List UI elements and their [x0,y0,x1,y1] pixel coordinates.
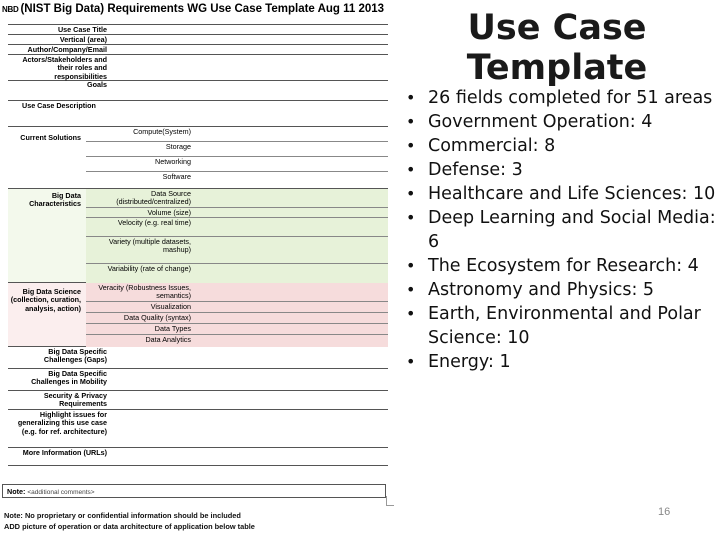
label-goals: Goals [87,80,107,89]
note-comment: <additional comments> [27,489,95,496]
label-storage: Storage [165,142,191,151]
label-velocity: Velocity (e.g. real time) [86,218,194,236]
row-author [8,45,388,55]
label-use-case-title: Use Case Title [57,25,107,34]
bullet-item [400,86,718,110]
row-more-information [8,448,388,466]
label-big-data-science: Big Data Science (collection, curation, analysis, action) [10,287,81,313]
bullet-text: • Government Operation: 4 [428,112,653,132]
label-generalizing: Highlight issues for generalizing this use case (e.g. for ref. architecture) [17,410,107,436]
label-compute: Compute(System) [133,127,191,136]
sub-visualization [86,302,388,313]
bullet-item [400,278,718,302]
template-header [2,2,384,16]
label-variability: Variability (rate of change) [86,264,194,283]
sub-variety [86,237,388,264]
label-security-privacy: Security & Privacy Requirements [43,391,107,409]
label-veracity: Veracity (Robustness Issues, semantics) [86,283,194,301]
row-use-case-title [8,25,388,35]
row-generalizing [8,410,388,448]
sub-volume [86,208,388,218]
row-challenges-gaps [8,347,388,369]
label-current-solutions: Current Solutions [20,133,81,142]
template-title: (NIST Big Data) Requirements WG Use Case Template Aug 11 2013 [20,3,385,15]
sub-veracity [86,283,388,302]
bullet-text: • Healthcare and Life Sciences: 10 [428,184,716,204]
row-vertical [8,35,388,45]
nbd-logo: NBD [2,4,19,14]
sub-data-types [86,324,388,335]
label-vertical: Vertical (area) [59,35,107,44]
sub-data-analytics [86,335,388,347]
slide-title: Use Case Template [466,8,648,88]
label-data-types: Data Types [86,324,194,334]
sub-software [86,172,388,188]
template-footer [4,510,255,532]
footer-note-line: Note: No proprietary or confidential information should be included [4,511,241,520]
bullet-item [400,182,718,206]
section-big-data-science [8,283,388,347]
label-volume: Volume (size) [86,208,194,217]
bullet-item [400,254,718,278]
sub-data-quality [86,313,388,324]
label-networking: Networking [155,157,191,166]
bullet-text: • Defense: 3 [428,160,523,180]
row-challenges-mobility [8,369,388,391]
bullet-item [400,110,718,134]
bullet-item [400,350,718,374]
bullet-text: • 26 fields completed for 51 areas [428,88,713,108]
bullet-item [400,206,718,254]
bullet-text: • Energy: 1 [428,352,511,372]
bullet-list [400,86,718,374]
row-actors [8,55,388,81]
bullet-item [400,134,718,158]
template-note-row [2,484,386,498]
bullet-text: • The Ecosystem for Research: 4 [428,256,699,276]
bullet-item [400,302,718,350]
label-visualization: Visualization [86,302,194,312]
footer-add-picture-line: ADD picture of operation or data architecture of application below table [4,522,255,531]
label-actors: Actors/Stakeholders and their roles and responsibilities [22,55,107,81]
bullet-item [400,158,718,182]
label-challenges-mobility: Big Data Specific Challenges in Mobility [31,369,107,387]
row-goals [8,81,388,101]
label-variety: Variety (multiple datasets, mashup) [86,237,194,263]
page-number: 16 [658,506,671,518]
label-challenges-gaps: Big Data Specific Challenges (Gaps) [43,347,107,365]
label-data-source: Data Source (distributed/centralized) [86,189,194,207]
section-big-data-characteristics [8,189,388,283]
sub-variability [86,264,388,283]
sub-velocity [86,218,388,237]
sub-networking [86,157,388,172]
section-current-solutions [8,127,388,189]
sub-compute [86,127,388,142]
bullet-text: • Commercial: 8 [428,136,556,156]
bullet-text: • Astronomy and Physics: 5 [428,280,655,300]
row-use-case-description [8,101,388,127]
label-more-information: More Information (URLs) [22,448,107,457]
note-label: Note: [7,487,26,496]
row-security-privacy [8,391,388,410]
label-data-quality: Data Quality (syntax) [86,313,194,323]
bullet-text: • Earth, Environmental and Polar Science: 10 [428,304,701,348]
sub-storage [86,142,388,157]
sub-data-source [86,189,388,208]
label-author: Author/Company/Email [27,45,107,54]
label-big-data-characteristics: Big Data Characteristics [29,191,81,209]
label-use-case-description: Use Case Description [22,101,96,110]
template-table [8,24,388,466]
label-software: Software [162,172,191,181]
bullet-text: • Deep Learning and Social Media: 6 [428,208,716,252]
corner-mark [386,496,394,506]
slide-content [394,0,720,540]
label-data-analytics: Data Analytics [86,335,194,347]
